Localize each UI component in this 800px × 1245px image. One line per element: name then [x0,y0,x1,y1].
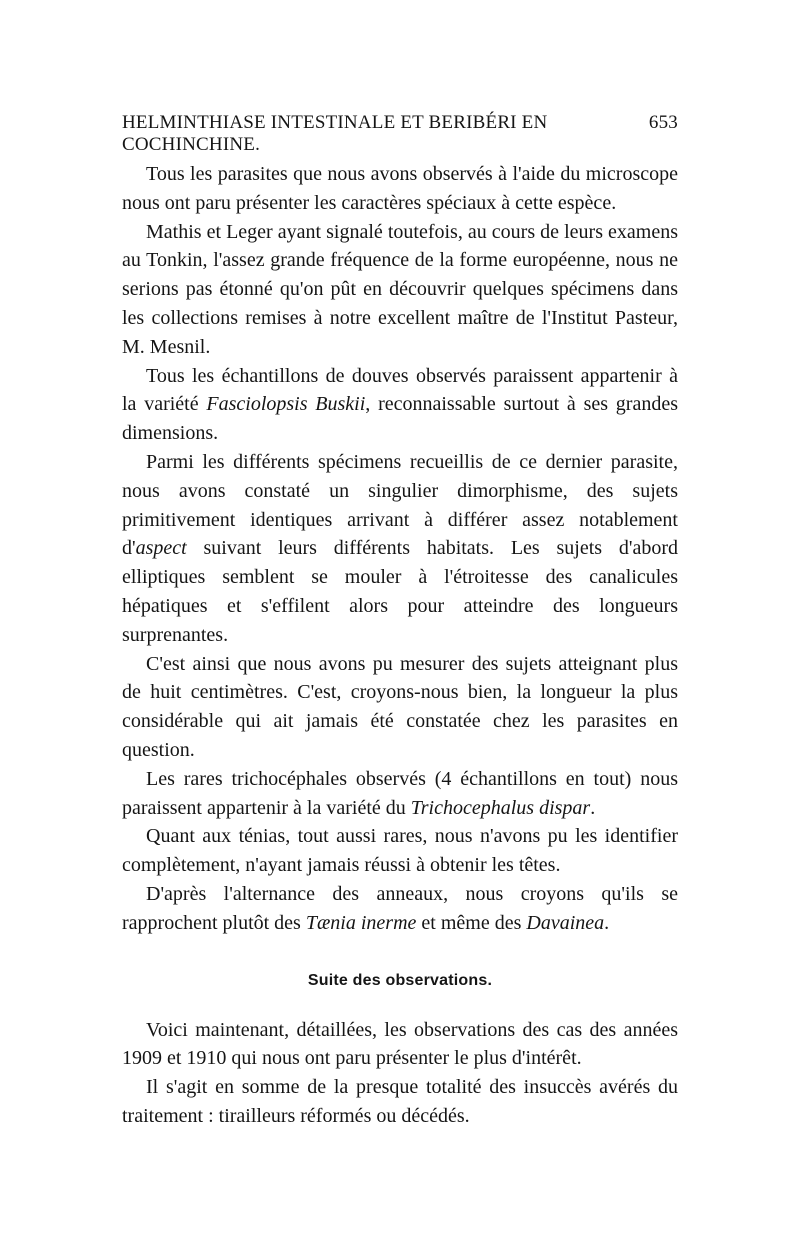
text-segment: Tous les échantillons de douves observés paraissent appartenir à la variété [122,364,678,416]
text-segment: . [590,796,596,819]
paragraph-insucces: Il s'agit en somme de la presque totalité des insuccès avérés du traitement : tirailleurs réformés ou décédés. [122,1076,678,1127]
paragraph-trichocephales [122,765,678,823]
paragraph-dimorphisme [122,448,678,650]
species-name: Trichocephalus dispar [410,796,591,819]
species-name: Fasciolopsis Buskii [206,393,366,416]
text-segment: suivant leurs différents habitats. Les sujets d'abord elliptiques semblent se mouler à l'étroitesse des canalicules hépatiques et s'effilent alors pour atteindre des longueurs surprenantes. [122,537,678,646]
running-title: HELMINTHIASE INTESTINALE ET BERIBÉRI EN COCHINCHINE. [122,112,548,155]
paragraph-observations-intro: Voici maintenant, détaillées, les observations des cas des années 1909 et 1910 qui nous ont paru présenter le plus d'intérêt. [122,1018,678,1070]
running-head [122,112,678,156]
text-segment: . [604,911,610,934]
text-segment: Parmi les différents spécimens recueillis de ce dernier parasite, nous avons constaté un singulier dimorphisme, des sujets primitivement identiques arrivant à différer assez notablement d' [122,450,678,560]
species-name: Davainea [526,911,605,934]
paragraph-tenias: Quant aux ténias, tout aussi rares, nous n'avons pu les identifier complètement, n'ayant jamais réussi à obtenir les têtes. [122,825,678,877]
page-number: 653 [648,112,678,133]
document-page [122,112,678,1131]
paragraph-parasites-microscope: Tous les parasites que nous avons observés à l'aide du microscope nous ont paru présenter les caractères spéciaux à cette espèce. [122,163,678,214]
italic-word: aspect [135,537,187,560]
text-segment: Les rares trichocéphales observés (4 échantillons en tout) nous paraissent appartenir à la variété du [122,767,678,819]
paragraph-huit-centimetres: C'est ainsi que nous avons pu mesurer des sujets atteignant plus de huit centimètres. C'est, croyons-nous bien, la longueur la plus considérable qui ait jamais été constatée chez les parasites en question. [122,652,678,761]
section-heading: Suite des observations. [307,971,493,989]
paragraph-anneaux [122,880,678,938]
species-name: Tænia inerme [305,911,417,934]
text-segment: et même des [416,911,527,934]
paragraph-mathis-leger: Mathis et Leger ayant signalé toutefois, au cours de leurs examens au Tonkin, l'assez grande fréquence de la forme européenne, nous ne serions pas étonné qu'on pût en découvrir quelques spécimens dans les collections remises à notre excellent maître de l'Institut Pasteur, M. Mesnil. [122,220,678,358]
paragraph-douves [122,362,678,448]
text-segment: D'après l'alternance des anneaux, nous croyons qu'ils se rapprochent plutôt des [122,882,678,934]
text-segment: , reconnaissable surtout à ses grandes dimensions. [122,393,678,445]
